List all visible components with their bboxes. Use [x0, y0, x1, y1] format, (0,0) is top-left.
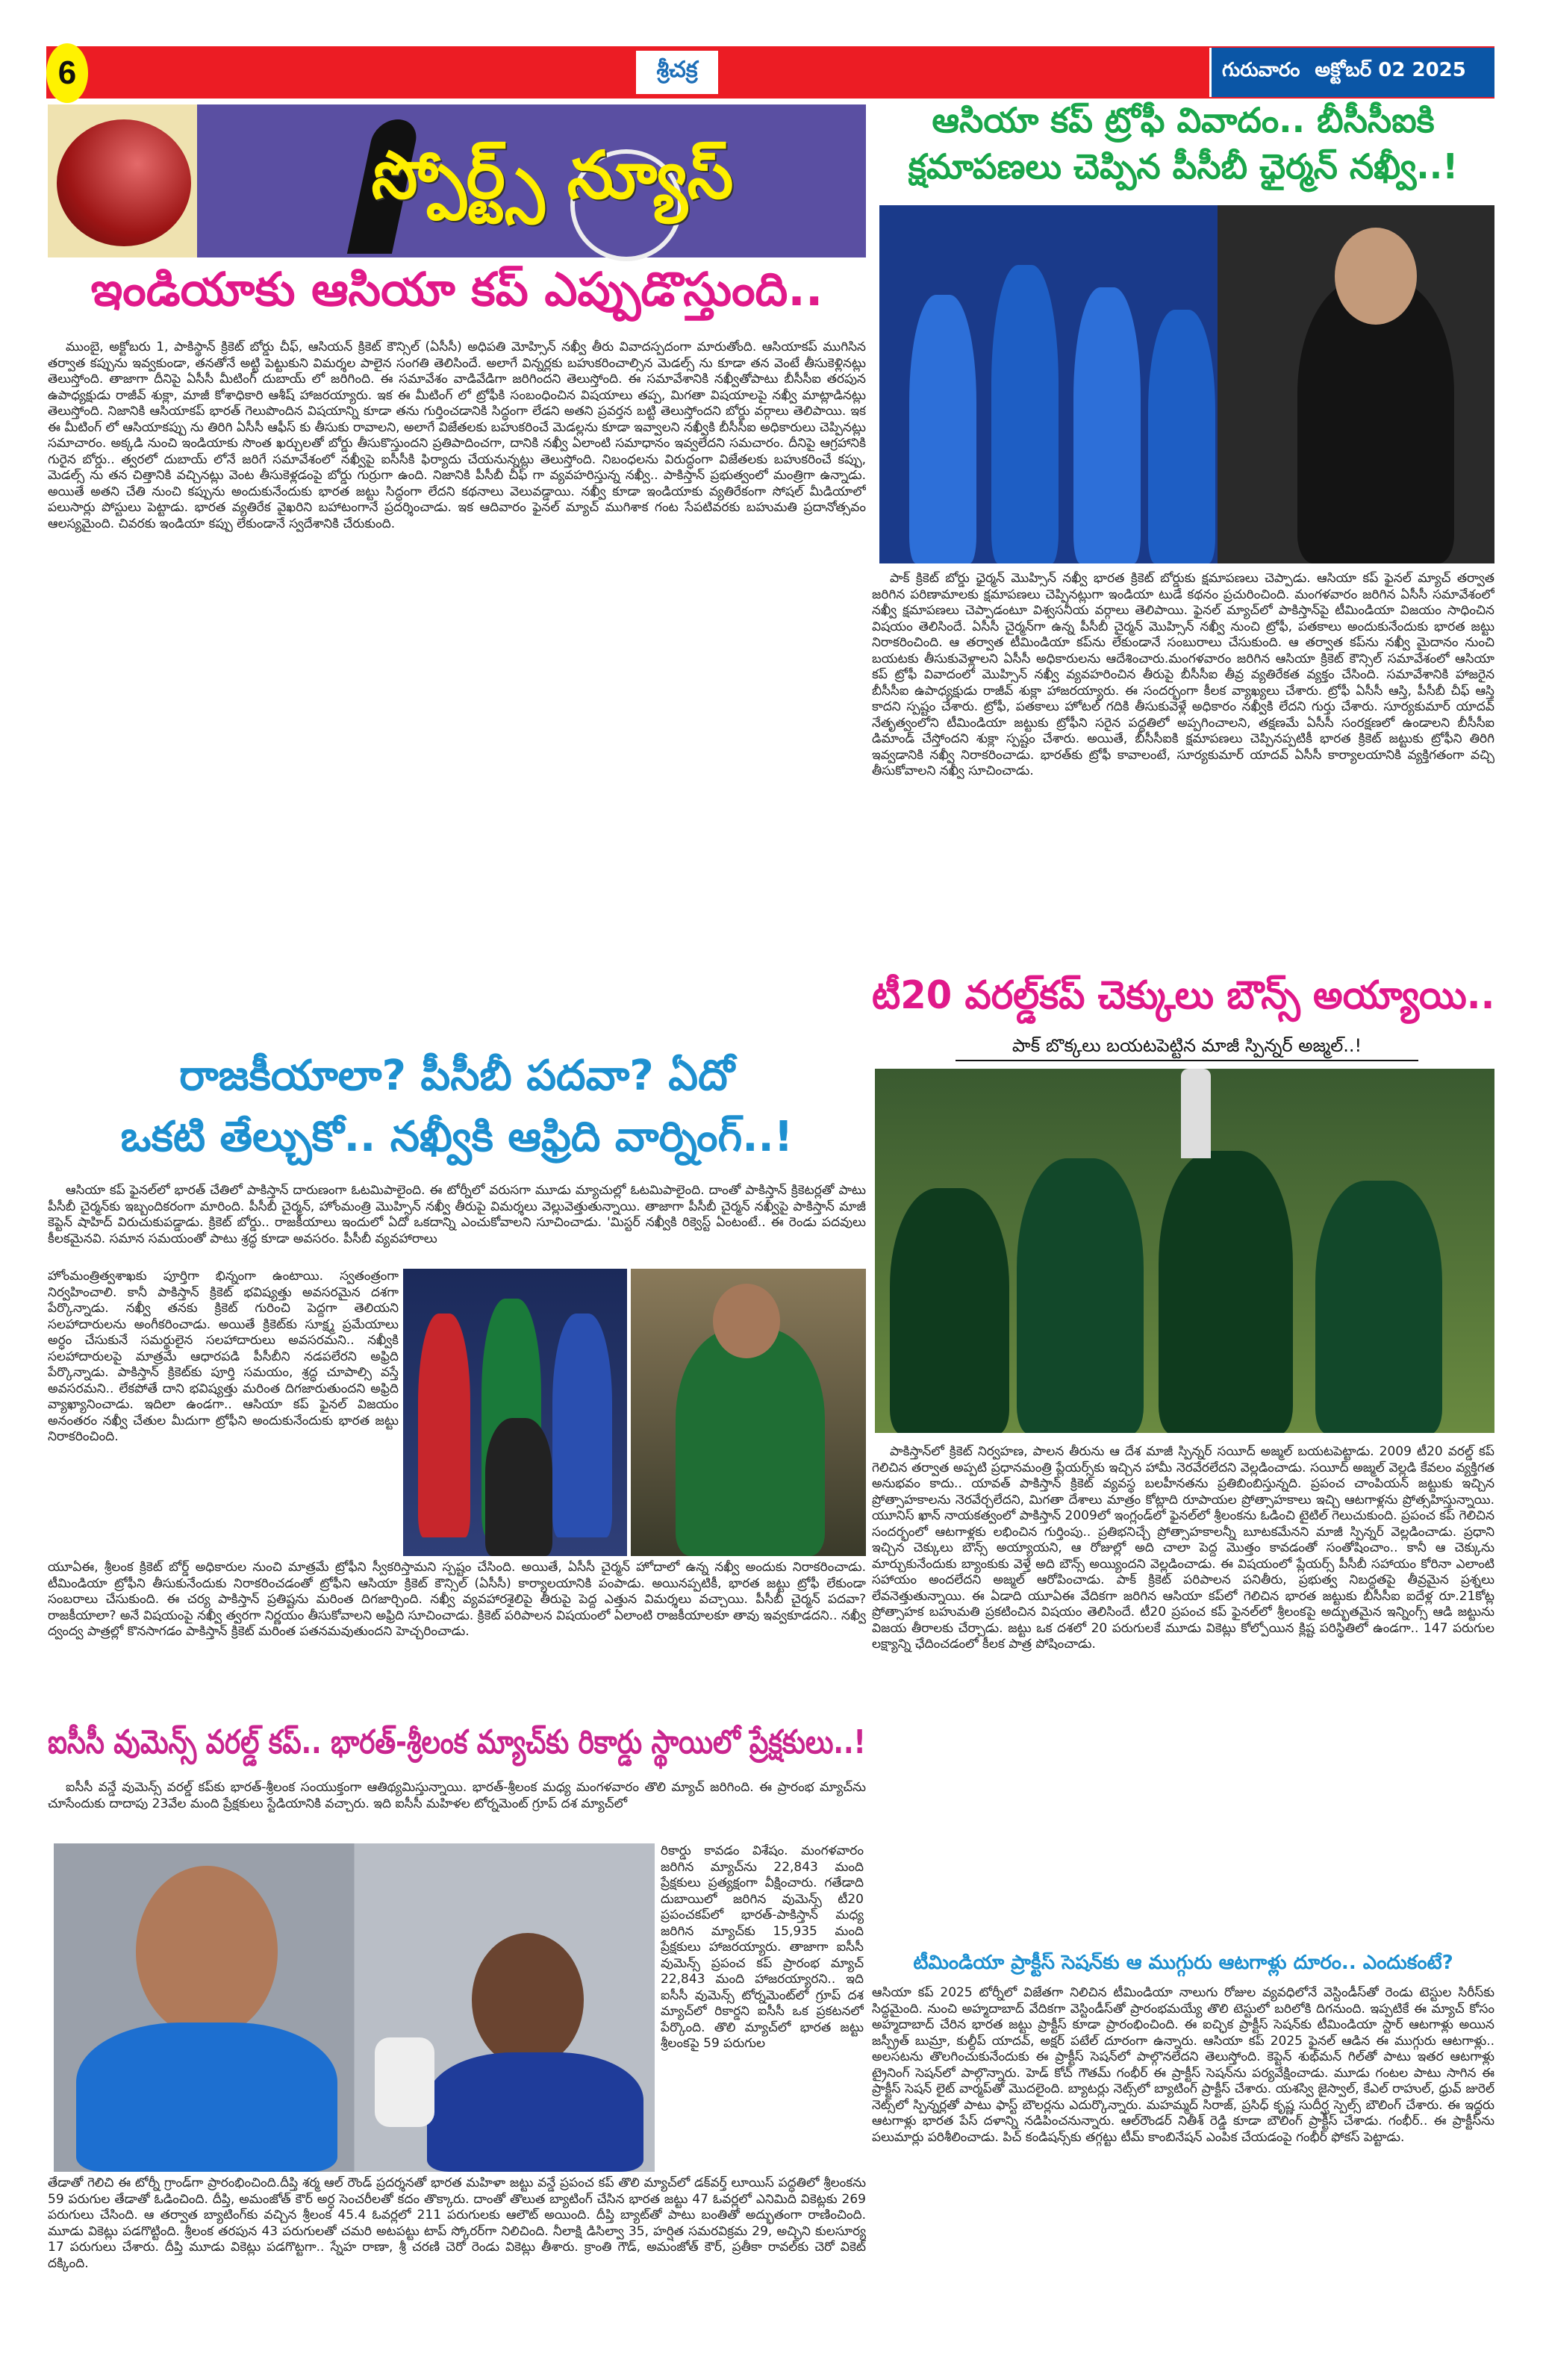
article5-text: పాకిస్తాన్‌లో క్రికెట్ నిర్వహణ, పాలన తీరును ఆ దేశ మాజీ స్పిన్నర్ సయీద్ అజ్మల్ బయటపెట్టాడు. 2009 టీ20 వరల్డ్ కప్ గెలిచిన తర్వాత అప్పటి ప్రధానమంత్రి ప్లేయర్స్‌కు ఇచ్చిన హామీ నెరవేరలేదని వెల్లడించాడు. సయీద్ అజ్మల్ వెల్లడి కేవలం వ్యక్తిగత అనుభవం కాదు.. యావత్ పాకిస్తాన్ క్రికెట్ వ్యవస్థ బలహీనతను ప్రతిబింబిస్తున్నది. ప్రపంచ చాంపియన్ జట్టుకు ఇచ్చిన ప్రోత్సాహకాలను నెరవేర్చలేదని, మిగతా దేశాలు మాత్రం కోట్లాది రూపాయల ప్రోత్సాహకాలు ఇచ్చి ఆటగాళ్లను ప్రోత్సహిస్తున్నాయి. యూనిస్ ఖాన్ నాయకత్వంలో పాకిస్తాన్ 2009లో ఇంగ్లండ్‌లో ఫైనల్‌లో శ్రీలంకను ఓడించి టైటిల్ గెలుచుకుంది. ప్రపంచ కప్ గెలిచిన సందర్భంలో ఆటగాళ్లకు లభించిన గుర్తింపు.. ప్రతిభనిచ్చే ప్రోత్సాహకాలన్నీ బూటకమేనని మాజీ స్పిన్నర్ వెల్లడించాడు. ప్రధాని ఇచ్చిన చెక్కులు బౌన్స్ అయ్యాయని, ఆ రోజుల్లో అది చాలా పెద్ద మొత్తం కావడంతో సంతోషించాం.. కానీ ఆ చెక్కును మార్చుకునేందుకు బ్యాంకుకు వెళ్తే అది బౌన్స్ అయ్యిందని వెల్లడించాడు. ఈ విషయంలో ప్లేయర్స్ పీసీబీ సహాయం కోరినా ఎలాంటి సహాయం అందలేదని అజ్మల్ ఆరోపించాడు. పాక్ క్రికెట్ పరిపాలన పనితీరు, ప్రభుత్వ నిబద్ధతపై తీవ్రమైన ప్రశ్నలు లేవనెత్తుతున్నాయి. ఈ ఏడాది యూఏఈ వేదికగా జరిగిన ఆసియా కప్‌లో గెలిచిన భారత జట్టుకు బీసీసీఐ ఐదేళ్ల రూ.21కోట్ల ప్రోత్సాహక బహుమతి ప్రకటించిన విషయం తెలిసిందే. టీ20 ప్రపంచ కప్ ఫైనల్‌లో శ్రీలంకపై అద్భుతమైన ఇన్నింగ్స్ ఆడి జట్టును విజయ తీరాలకు చేర్చాడు. జట్టు ఒక దశలో 20 పరుగులకే మూడు వికెట్లు కోల్పోయిన క్లిష్ట పరిస్థితిలో ఉండగా.. 147 పరుగుల లక్ష్యాన్ని ఛేదించడంలో కీలక పాత్ర పోషించాడు.: [872, 1444, 1494, 1652]
article6-headline: [872, 1946, 1494, 1980]
article4-text: పాక్ క్రికెట్ బోర్డు ఛైర్మన్ మొహ్సిన్ నఖ్వీ భారత క్రికెట్ బోర్డుకు క్షమాపణలు చెప్పాడు. ఆసియా కప్ ఫైనల్ మ్యాచ్ తర్వాత జరిగిన పరిణామాలకు క్షమాపణలు చెప్పినట్లుగా ఇండియా టుడే కథనం ప్రచురించింది. మంగళవారం జరిగిన ఏసీసీ సమావేశంలో నఖ్వీ క్షమాపణలు చెప్పాడంటూ విశ్వసనీయ వర్గాలు తెలిపాయి. ఫైనల్ మ్యాచ్‌లో పాకిస్తాన్‌పై టీమిండియా విజయం సాధించిన విషయం తెలిసిందే. ఏసీసీ చైర్మన్‌గా ఉన్న పీసీబీ చైర్మన్ మొహ్సిన్ నఖ్వీ నుంచి ట్రోఫీ, పతకాలు అందుకునేందుకు భారత జట్టు నిరాకరించింది. ఆ తర్వాత టీమిండియా కప్‌ను లేకుండానే సంబురాలు చేసుకుంది. ఆ తర్వాత కప్‌ను నఖ్వీ మైదానం నుంచి బయటకు తీసుకువెళ్లాలని ఏసీసీ అధికారులను ఆదేశించారు.మంగళవారం జరిగిన ఆసియా క్రికెట్ కౌన్సిల్ సమావేశంలో ఆసియా కప్ ట్రోఫీ వివాదంలో మొహ్సిన్ నఖ్వీ వ్యవహరించిన తీరుపై బీసీసీఐ తీవ్ర వ్యతిరేకత వ్యక్తం చేసింది. సమావేశానికి హాజరైన బీసీసీఐ ఉపాధ్యక్షుడు రాజీవ్ శుక్లా హాజరయ్యారు. ఈ సందర్భంగా కీలక వ్యాఖ్యలు చేశారు. ట్రోఫీ ఏసీసీ ఆస్తి, పీసీబీ చీఫ్ ఆస్తి కాదని స్పష్టం చేశారు. ట్రోఫీ, పతకాలు హోటల్ గదికి తీసుకువెళ్లే అధికారం నఖ్వీకి లేదని గుర్తు చేశారు. సూర్యకుమార్ యాదవ్ నేతృత్వంలోని టీమిండియా జట్టుకు ట్రోఫీని సరైన పద్ధతిలో అప్పగించాలని, తక్షణమే ఏసీసీ సంరక్షణలో ఉండాలని బీసీసీఐ డిమాండ్ చేస్తోందని శుక్లా స్పష్టం చేశారు. అయితే, బీసీసీఐకి క్షమాపణలు చెప్పినప్పటికీ భారత క్రికెట్ జట్టుకు ట్రోఫీని తిరిగి ఇవ్వడానికి నఖ్వీ నిరాకరించాడు. భారత్‌కు ట్రోఫీ కావాలంటే, సూర్యకుమార్ యాదవ్ ఏసీసీ కార్యాలయానికి వ్యక్తిగతంగా వచ్చి తీసుకోవాలని నఖ్వీ సూచించాడు.: [872, 571, 1494, 778]
article5-subheadline-text: పాక్ బొక్కలు బయటపెట్టిన మాజీ స్పిన్నర్ అజ్మల్..!: [1011, 1035, 1362, 1056]
article2-lead: [48, 1183, 866, 1264]
afridi-photo: [631, 1269, 866, 1556]
article1-headline: [48, 263, 866, 334]
article3-headline-text: ఐసీసీ వుమెన్స్ వరల్డ్ కప్.. భారత్-శ్రీలంక మ్యాచ్‌కు రికార్డు స్థాయిలో ప్రేక్షకులు..!: [48, 1723, 866, 1761]
article5-subheadline: [956, 1031, 1418, 1061]
article2-headline-line2: [48, 1114, 866, 1169]
date: అక్టోబర్ 02 2025: [1315, 59, 1466, 81]
article4-headline: [872, 97, 1494, 198]
article1-paragraph: ముంబై, అక్టోబరు 1, పాకిస్థాన్ క్రికెట్ బోర్డు చీఫ్, ఆసియన్ క్రికెట్ కౌన్సిల్ (ఏసీసీ) అధిపతి మోహ్సిన్ నఖ్వీ తీరు వివాదస్పదంగా మారుతోంది. ఆసియాకప్ ముగిసిన తర్వాత కప్పును ఇవ్వకుండా, తనతోనే అట్టి పెట్టుకుని విమర్శల పాలైన సంగతి తెలిసిందే. అలాగే విన్నర్లకు బహుకరించాల్సిన మెడల్స్ ను కూడా తన వెంటే తీసుకెళ్లినట్లు తెలుస్తోంది. తాజాగా దీనిపై ఏసీసీ మీటింగ్ దుబాయ్ లో జరిగింది. ఈ సమావేశం వాడివేడిగా జరిగిందని తెలుస్తోంది. ఈ సమావేశానికి నఖ్వీతోపాటు బీసీసీఐ తరపున ఉపాధ్యక్షుడు రాజీవ్ శుక్లా, మాజీ కోశాధికారి ఆశీష్ హాజరయ్యారు. ఇక ఈ మీటింగ్ లో ట్రోఫీకి సంబంధించిన విషయాలు తప్ప, మిగతా విషయాలపై నఖ్వీ మాట్లాడినట్లు తెలుస్తోంది. నిజానికి ఆసియాకప్ భారత్ గెలుపొందిన విషయాన్ని కూడా తను గుర్తించడానికి సిద్ధంగా లేడని అతని ప్రవర్తన బట్టి తెలుస్తోందని బోర్డు వర్గాలు తెలిపాయి. ఇక ఈ మీటింగ్ లో ఆసియాకప్పు ను తిరిగి ఏసీసీ ఆఫీస్ కు తీసుకు రావాలని, అలాగే విజేతలకు బహుకరించే మెడల్లను కూడా ఇవ్వాలని నఖ్వీకి బీసీసీఐ అధికారులు చెప్పినట్లు సమాచారం. అక్కడి నుంచి ఇండియాకు సొంత ఖర్చులతో బోర్డు తీసుకొస్తుందని ప్రతిపాదించగా, దానికి నఖ్వీ ఏలాంటి సమాధానం ఇవ్వలేదని సమచారం. దీనిపై ఆగ్రహానికి గురైన బోర్డు.. త్వరలో దుబాయ్ లోనే జరిగే సమావేశంలో నఖ్వీపై ఐసీసీకి ఫిర్యాదు చేయనున్నట్లు తెలుస్తోంది. నిబంధలను విరుద్ధంగా విజేతలకు బహుకరించే కప్పు, మెడల్స్ ను తన చిత్తానికి వచ్చినట్లు వెంట తీసుకెళ్లడంపై బోర్డు గుర్రుగా ఉంది. నిజానికి పీసీబీ చీఫ్ గా వ్యవహరిస్తున్న నఖ్వీ.. పాకిస్తాన్ ప్రభుత్వంలో మంత్రిగా ఉన్నాడు. అయితే అతని చేతి నుంచి కప్పును అందుకునేందుకు భారత జట్టు సిద్ధంగా లేదని కథనాలు వెలువడ్డాయి. నఖ్వీ కూడా ఇండియాకు వ్యతిరేకంగా సోషల్ మీడియాలో పలుసార్లు పోస్టులు పెట్టాడు. భారత వ్యతిరేక వైఖరిని బహాటంగానే ప్రదర్శించాడు. ఇక ఆదివారం ఫైనల్ మ్యాచ్ ముగిశాక గంట సేపటివరకు బహుమతి ప్రదానోత్సవం ఆలస్యమైంది. చివరకు ఇండియా కప్పు లేకుండానే స్వదేశానికి చేరుకుంది.: [48, 340, 866, 531]
article3-lead: [48, 1780, 866, 1829]
article2-side-text: హోంమంత్రిత్వశాఖకు పూర్తిగా భిన్నంగా ఉంటాయి. స్వతంత్రంగా నిర్వహించాలి. కానీ పాకిస్తాన్ క్రికెట్ భవిష్యత్తు అవసరమైన దశగా పేర్కొన్నాడు. నఖ్వీ తనకు క్రికెట్ గురించి పెద్దగా తెలియని సలహాదారులను అంగీకరించాడు. అయితే క్రికెట్‌కు సూక్ష్మ ప్రమేయాలు అర్ధం చేసుకునే సమర్థులైన సలహాదారులు అవసరమని.. నఖ్వీకి సలహాదారులపై మాత్రమే ఆధారపడి పీసీబీని నడపలేరని అఫ్రిది పేర్కొన్నాడు. పాకిస్తాన్ క్రికెట్‌కు పూర్తి సమయం, శ్రద్ధ చూపాల్సి వస్తే అవసరమని.. లేకపోతే దాని భవిష్యత్తు మరింత దిగజారుతుందని అఫ్రిది వ్యాఖ్యానించాడు. ఇదిలా ఉండగా.. ఆసియా కప్ ఫైనల్ విజయం అనంతరం నఖ్వీ చేతుల మీదుగా ట్రోఫీని అందుకునేందుకు భారత జట్టు నిరాకరించింది.: [48, 1269, 399, 1444]
article3-tail: తేడాతో గెలిచి ఈ టోర్నీ గ్రాండ్‌గా ప్రారంభించింది.దీప్తి శర్మ ఆల్ రౌండ్ ప్రదర్శనతో భారత మహిళా జట్టు వన్డే ప్రపంచ కప్ తొలి మ్యాచ్‌లో డక్‌వర్త్ లూయిస్ పద్ధతిలో శ్రీలంకను 59 పరుగుల తేడాతో ఓడించింది. దీప్తి, అమంజోత్ కౌర్ అర్ధ సెంచరీలతో కదం తొక్కారు. దాంతో తొలుత బ్యాటింగ్ చేసిన భారత జట్టు 47 ఓవర్లలో ఎనిమిది వికెట్లకు 269 పరుగులు చేసింది. ఆ తర్వాత బ్యాటింగ్‌కు వచ్చిన శ్రీలంక 45.4 ఓవర్లలో 211 పరుగులకు ఆలౌట్ అయింది. దీప్తి బ్యాట్‌తో పాటు బంతితో అద్భుతంగా రాణించింది. మూడు వికెట్లు పడగొట్టింది. శ్రీలంక తరపున 43 పరుగులతో చమరి అటపట్టు టాప్ స్కోరర్‌గా నిలిచింది. నీలాక్షి డిసిల్వా 35, హర్షిత సమరవిక్రమ 29, అచ్చిని కులసూర్య 17 పరుగులు చేశారు. దీప్తి మూడు వికెట్లు పడగొట్టగా.. స్నేహ రాణా, శ్రీ చరణి చెరో రెండు వికెట్లు తీశారు. క్రాంతి గౌడ్, అమంజోత్ కౌర్, ప్రతీకా రావల్‌కు చెరో వికెట్ దక్కింది.: [48, 2176, 866, 2271]
article1-headline-text: ఇండియాకు ఆసియా కప్ ఎప్పుడొస్తుంది..: [90, 263, 823, 316]
press-conference-photo: [403, 1269, 627, 1556]
section-title: స్పోర్ట్స్ న్యూస్: [371, 136, 734, 213]
article1-body: [48, 340, 866, 1041]
day: గురువారం: [1222, 59, 1300, 81]
article5-body: [872, 1444, 1494, 1940]
article2-headline-line1-text: రాజకీయాలా? పీసీబీ పదవా? ఏదో: [179, 1052, 735, 1100]
article6-headline-text: టీమిండియా ప్రాక్టీస్ సెషన్‌కు ఆ ముగ్గురు ఆటగాళ్లు దూరం.. ఎందుకంటే?: [913, 1952, 1453, 1974]
cricket-ball-image: [48, 104, 197, 257]
newspaper-logo: శ్రీచక్ర: [636, 51, 718, 94]
article4-body: [872, 571, 1494, 959]
article3-side-text: రికార్డు కావడం విశేషం. మంగళవారం జరిగిన మ్యాచ్‌ను 22,843 మంది ప్రేక్షకులు ప్రత్యక్షంగా వీక్షించారు. గతేడాది దుబాయిలో జరిగిన వుమెన్స్ టీ20 ప్రపంచకప్‌లో భారత్-పాకిస్తాన్ మధ్య జరిగిన మ్యాచ్‌కు 15,935 మంది ప్రేక్షకులు హాజరయ్యారు. తాజాగా ఐసీసీ వుమెన్స్ ప్రపంచ కప్ ప్రారంభ మ్యాచ్ 22,843 మంది హాజరయ్యారని.. ఇది ఐసీసీ వుమెన్స్ టోర్నమెంట్‌లో గ్రూప్ దశ మ్యాచ్‌లో రికార్డని ఐసీసీ ఒక ప్రకటనలో పేర్కొంది. తొలి మ్యాచ్‌లో భారత జట్టు శ్రీలంకపై 59 పరుగుల: [661, 1843, 864, 2051]
page-number: 6: [46, 43, 88, 103]
date-box: [1209, 48, 1494, 97]
article2-tail: యూఏఈ, శ్రీలంక క్రికెట్ బోర్డ్ అధికారుల నుంచి మాత్రమే ట్రోఫీని స్వీకరిస్తామని స్పష్టం చేసింది. అయితే, ఏసీసీ చైర్మన్ హోదాలో ఉన్న నఖ్వీ అందుకు నిరాకరించాడు. టీమిండియా ట్రోఫీని తీసుకునేందుకు నిరాకరించడంతో ట్రోఫీని ఆసియా క్రికెట్ కౌన్సిల్ (ఏసీసీ) కార్యాలయానికి పంపాడు. అయినప్పటికీ, భారత జట్టు ట్రోఫీ లేకుండా సంబరాలు చేసుకుంది. ఈ చర్య పాకిస్తాన్ ప్రతిష్టను మరింత దిగజార్చింది. నఖ్వీ వ్యవహారశైలిపై తీరుపై పెద్ద ఎత్తున విమర్శలు వచ్చాయి. పీసీబీ చైర్మన్ పదవా? రాజకీయాలా? అనే విషయంపై నఖ్వీ త్వరగా నిర్ణయం తీసుకోవాలని అఫ్రిది సూచించాడు. క్రికెట్ పరిపాలన విషయంలో ఏలాంటి రాజకీయాలకూ తావు ఇవ్వకూడదని.. నఖ్వీ ద్వంద్వ పాత్రల్లో కొనసాగడం పాకిస్తాన్ క్రికెట్ మరింత పతనమవుతుందని హెచ్చరించాడు.: [48, 1560, 866, 1639]
article3-headline: [48, 1713, 866, 1772]
article2-headline-line2-text: ఒకటి తేల్చుకో.. నఖ్వీకి ఆఫ్రిది వార్నింగ్..!: [120, 1114, 794, 1161]
article2-headline-line1: [48, 1052, 866, 1108]
article3-lead-text: ఐసీసీ వన్డే వుమెన్స్ వరల్డ్ కప్‌కు భారత్-శ్రీలంక సంయుక్తంగా ఆతిథ్యమిస్తున్నాయి. భారత్-శ్రీలంక మధ్య మంగళవారం తొలి మ్యాచ్ జరిగింది. ఈ ప్రారంభ మ్యాచ్‌ను చూసేందుకు దాదాపు 23వేల మంది ప్రేక్షకులు స్టేడియానికి వచ్చారు. ఇది ఐసీసీ మహిళల టోర్నమెంట్ గ్రూప్ దశ మ్యాచ్‌లో: [48, 1780, 866, 1811]
pakistan-team-photo: [875, 1069, 1494, 1433]
players-photo: [54, 1843, 655, 2172]
article6-body: ఆసియా కప్ 2025 టోర్నీలో విజేతగా నిలిచిన టీమిండియా నాలుగు రోజుల వ్యవధిలోనే వెస్టిండీస్‌తో రెండు టెస్టుల సిరీస్‌కు సిద్ధమైంది. నుంచి అహ్మదాబాద్ వేదికగా వెస్టిండీస్‌తో ప్రారంభమయ్యే తొలి టెస్టులో బరిలోకి దిగనుంది. ఇప్పటికే ఈ మ్యాచ్ కోసం అహ్మదాబాద్ చేరిన భారత జట్టు ప్రాక్టీస్ కూడా ప్రారంభించింది. ఈ ఐచ్ఛిక ప్రాక్టీస్ సెషన్‌కు టీమిండియా స్టార్ ఆటగాళ్లు అయిన జస్ప్రీత్ బుమ్రా, కుల్దీప్ యాదవ్, అక్షర్ పటేల్ దూరంగా ఉన్నారు. ఆసియా కప్ 2025 ఫైనల్ ఆడిన ఈ ముగ్గురు ఆటగాళ్లు.. అలసటను తొలగించుకునేందుకు ఈ ప్రాక్టీస్ సెషన్‌లో పాల్గొనలేదని తెలుస్తోంది. కెప్టెన్ శుభ్‌మన్ గిల్‌తో పాటు ఇతర ఆటగాళ్లు ట్రైనింగ్ సెషన్‌లో పాల్గొన్నారు. హెడ్ కోచ్ గౌతమ్ గంభీర్ ఈ ప్రాక్టీస్ సెషన్‌ను పర్యవేక్షించాడు. మూడు గంటల పాటు సాగిన ఈ ప్రాక్టీస్ సెషన్ లైట్ వార్మప్‌తో మొదలైంది. బ్యాటర్లు నెట్స్‌లో బ్యాటింగ్ ప్రాక్టీస్ చేశారు. యశస్వి జైస్వాల్, కేఎల్ రాహుల్, ధ్రువ్ జురెల్ నెట్స్‌లో స్పిన్నర్లతో పాటు ఫాస్ట్ బౌలర్లను ఎదుర్కొన్నారు. మహమ్మద్ సిరాజ్, ప్రసిధ్ కృష్ణ సుదీర్ఘ స్పెల్స్ బౌలింగ్ చేశారు. ఈ ఇద్దరు ఆటగాళ్లు భారత పేస్ దళాన్ని నడిపించనున్నారు. ఆల్‌రౌండర్ నితీశ్ రెడ్డి కూడా బౌలింగ్ ప్రాక్టీస్ చేశాడు. గంభీర్.. ఈ ప్రాక్టీస్‌ను పలుమార్లు పరిశీలించాడు. పిచ్ కండిషన్స్‌కు తగ్గట్టు టీమ్ కాంబినేషన్ ఎంపిక చేయడంపై గంభీర్ ఫోకస్ పెట్టాడు.: [872, 1985, 1494, 2145]
trophy-celebration-photo: [879, 205, 1494, 563]
article4-headline-text: ఆసియా కప్ ట్రోఫీ వివాదం.. బీసీసీఐకి క్షమాపణలు చెప్పిన పీసీబీ ఛైర్మన్ నఖ్వీ..!: [908, 100, 1459, 187]
article5-headline-text: టీ20 వరల్డ్‌కప్ చెక్కులు బౌన్స్ అయ్యాయి..: [872, 973, 1494, 1018]
article2-lead-text: ఆసియా కప్ ఫైనల్‌లో భారత్ చేతిలో పాకిస్తాన్ దారుణంగా ఓటమిపాలైంది. ఈ టోర్నీలో వరుసగా మూడు మ్యాచుల్లో ఓటమిపాలైంది. దాంతో పాకిస్తాన్ క్రికెటర్లతో పాటు పీసీబీ చైర్మన్‌కు ఇబ్బందికరంగా మారింది. పీసీబీ చైర్మన్, హోంమంత్రి మొహ్సిన్ నఖ్వీ తీరుపై విమర్శలు వెల్లువెత్తుతున్నాయి. తాజాగా పీసీబీ చైర్మన్ నఖ్వీపై పాకిస్తాన్ మాజీ కెప్టెన్ షాహిద్ విరుచుకుపడ్డాడు. క్రికెట్ బోర్డు.. రాజకీయాలు ఇందులో ఏదో ఒకదాన్ని ఎంచుకోవాలని సూచించాడు. 'మిస్టర్ నఖ్వీకి రిక్వెస్ట్ ఏంటంటే.. ఈ రెండు పదవులు కీలకమైనవి. సమాన సమయంతో పాటు శ్రద్ధ కూడా అవసరం. పీసీబీ వ్యవహారాలు: [48, 1183, 866, 1246]
article5-headline: [872, 964, 1494, 1028]
